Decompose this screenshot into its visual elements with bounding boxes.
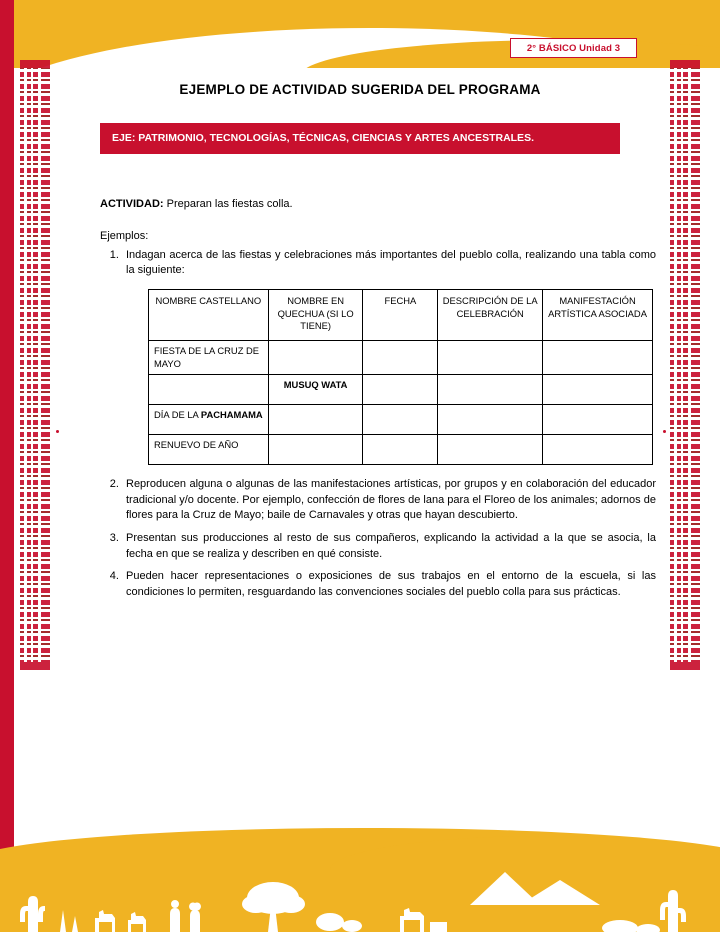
cell-castellano: RENUEVO DE AÑO <box>149 435 269 465</box>
cell-manifestacion[interactable] <box>543 435 653 465</box>
table-header-row <box>149 289 653 340</box>
cell-descripcion[interactable] <box>438 340 543 374</box>
table-header-cell: MANIFESTACIÓN ARTÍSTICA ASOCIADA <box>543 289 653 340</box>
decorative-dot-right <box>663 430 666 433</box>
andean-border-right-cap-top <box>670 60 700 68</box>
cell-fecha[interactable] <box>363 375 438 405</box>
cell-fecha[interactable] <box>363 340 438 374</box>
activity-text: Preparan las fiestas colla. <box>166 197 293 210</box>
activity-line <box>100 198 656 210</box>
cell-quechua: MUSUQ WATA <box>268 375 363 405</box>
table-row <box>149 435 653 465</box>
andean-border-right <box>670 60 700 670</box>
table-row <box>149 375 653 405</box>
table-header-cell: NOMBRE EN QUECHUA (SI LO TIENE) <box>268 289 363 340</box>
landscape-silhouette-icon <box>0 810 720 932</box>
cell-castellano[interactable] <box>149 375 269 405</box>
list-item: 2. Reproducen alguna o algunas de las manifestaciones artísticas, por grupos y en colaboración del educador tradicional y/o docente. Por ejemplo, confección de flores de lana para el Floreo de los animales; adornos de flores para la Cruz de Mayo; baile de Carnavales y otras que hayan descubierto. <box>122 477 656 524</box>
steps-list-after-table <box>100 477 656 600</box>
activity-label: ACTIVIDAD: <box>100 197 164 210</box>
andean-border-right-cap-bottom <box>670 662 700 670</box>
table-row <box>149 405 653 435</box>
andean-border-left-cap-top <box>20 60 50 68</box>
decorative-dot-left <box>56 430 59 433</box>
cell-castellano-text: DÍA DE LA <box>154 409 201 421</box>
axis-banner: EJE: PATRIMONIO, TECNOLOGÍAS, TÉCNICAS, CIENCIAS Y ARTES ANCESTRALES. <box>100 123 620 154</box>
list-item: 1. Indagan acerca de las fiestas y celebraciones más importantes del pueblo colla, realizando una tabla como la siguiente: <box>122 248 656 279</box>
cell-descripcion[interactable] <box>438 435 543 465</box>
andean-border-left-cap-bottom <box>20 662 50 670</box>
cell-castellano <box>149 405 269 435</box>
cell-descripcion[interactable] <box>438 375 543 405</box>
table-header-cell: DESCRIPCIÓN DE LA CELEBRACIÓN <box>438 289 543 340</box>
page-title: EJEMPLO DE ACTIVIDAD SUGERIDA DEL PROGRAMA <box>179 82 541 97</box>
cell-castellano-emphasis: PACHAMAMA <box>200 409 263 421</box>
table-header-cell: NOMBRE CASTELLANO <box>149 289 269 340</box>
document-content <box>64 60 656 608</box>
cell-manifestacion[interactable] <box>543 405 653 435</box>
cell-quechua[interactable] <box>268 340 363 374</box>
andean-border-left <box>20 60 50 670</box>
examples-label: Ejemplos: <box>100 229 149 242</box>
cell-quechua[interactable] <box>268 405 363 435</box>
cell-fecha[interactable] <box>363 405 438 435</box>
cell-manifestacion[interactable] <box>543 375 653 405</box>
table-row <box>149 340 653 374</box>
list-item: 4. Pueden hacer representaciones o exposiciones de sus trabajos en el entorno de la escuela, si las condiciones lo permiten, resguardando las convenciones sociales del pueblo colla para sus prácticas. <box>122 569 656 600</box>
cell-manifestacion[interactable] <box>543 340 653 374</box>
celebrations-table <box>148 289 653 465</box>
steps-list-before-table <box>100 248 656 279</box>
cell-castellano: FIESTA DE LA CRUZ DE MAYO <box>149 340 269 374</box>
table-header-cell: FECHA <box>363 289 438 340</box>
cell-descripcion[interactable] <box>438 405 543 435</box>
list-item: 3. Presentan sus producciones al resto de sus compañeros, explicando la actividad a la que se asocia, la fecha en que se realiza y describen en qué consiste. <box>122 531 656 562</box>
bottom-decorative-band <box>0 810 720 932</box>
cell-quechua[interactable] <box>268 435 363 465</box>
unit-badge: 2° BÁSICO Unidad 3 <box>510 38 637 58</box>
left-red-strip <box>0 0 14 932</box>
cell-fecha[interactable] <box>363 435 438 465</box>
